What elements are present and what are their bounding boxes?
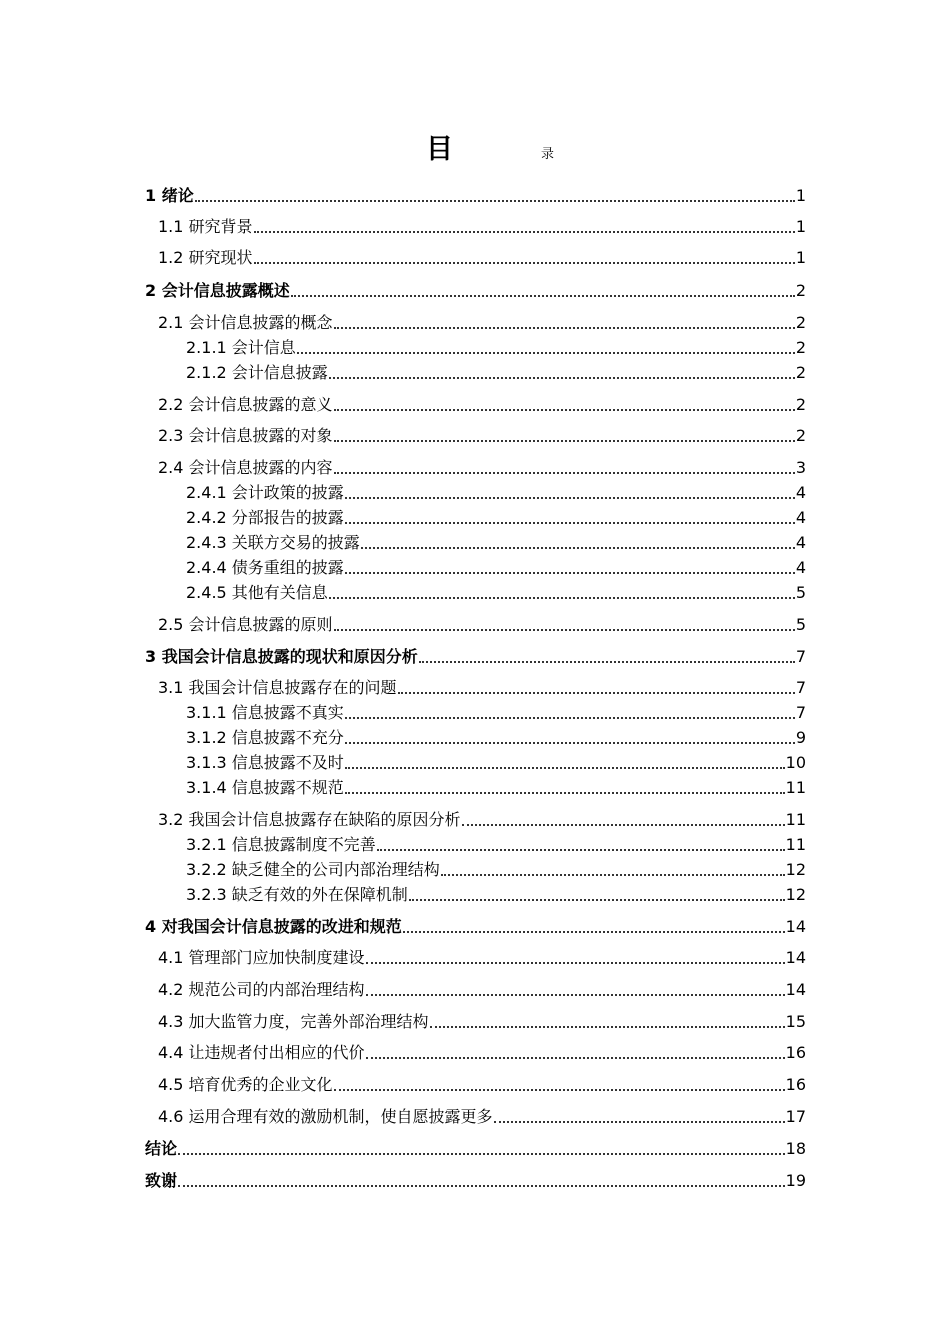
toc-entry-title: 3.1.2 信息披露不充分: [186, 728, 344, 747]
toc-leader-dots: [419, 661, 795, 663]
toc-entry[interactable]: [186, 504, 806, 528]
toc-leader-dots: [178, 1153, 785, 1155]
toc-entry[interactable]: [145, 1135, 806, 1159]
toc-entry-title: 2.2 会计信息披露的意义: [158, 395, 333, 414]
toc-entry-title: 2 会计信息披露概述: [145, 281, 290, 300]
toc-leader-dots: [462, 824, 785, 826]
toc-entry-page: 19: [785, 1171, 806, 1190]
toc-leader-dots: [366, 962, 785, 964]
toc-entry[interactable]: [186, 479, 806, 503]
toc-entry-title: 致谢: [145, 1171, 178, 1190]
toc-entry-page: 5: [795, 615, 806, 634]
toc-entry-title: 2.4 会计信息披露的内容: [158, 458, 333, 477]
toc-entry[interactable]: [158, 391, 806, 415]
toc-entry-title: 3.1.1 信息披露不真实: [186, 703, 344, 722]
toc-entry-page: 9: [795, 728, 806, 747]
toc-entry-title: 3.2.2 缺乏健全的公司内部治理结构: [186, 860, 440, 879]
toc-entry-page: 12: [785, 860, 806, 879]
toc-leader-dots: [334, 1089, 785, 1091]
toc-entry[interactable]: [186, 554, 806, 578]
toc-entry-page: 11: [785, 778, 806, 797]
toc-entry-title: 2.1.1 会计信息: [186, 338, 296, 357]
toc-entry[interactable]: [158, 611, 806, 635]
toc-entry-page: 10: [785, 753, 806, 772]
toc-leader-dots: [403, 931, 785, 933]
toc-entry-page: 7: [795, 647, 806, 666]
toc-entry[interactable]: [158, 944, 806, 968]
toc-entry-page: 1: [795, 186, 806, 205]
toc-entry[interactable]: [158, 309, 806, 333]
toc-entry-page: 5: [795, 583, 806, 602]
toc-entry-title: 4.4 让违规者付出相应的代价: [158, 1043, 365, 1062]
toc-leader-dots: [334, 409, 795, 411]
toc-entry-page: 4: [795, 508, 806, 527]
toc-entry-title: 2.4.2 分部报告的披露: [186, 508, 344, 527]
toc-leader-dots: [430, 1026, 785, 1028]
toc-entry-title: 1.1 研究背景: [158, 217, 253, 236]
toc-entry-title: 2.3 会计信息披露的对象: [158, 426, 333, 445]
toc-entry-page: 7: [795, 678, 806, 697]
toc-leader-dots: [345, 572, 795, 574]
toc-leader-dots: [409, 899, 785, 901]
toc-entry[interactable]: [158, 806, 806, 830]
toc-leader-dots: [195, 200, 795, 202]
toc-entry-title: 4.3 加大监管力度，完善外部治理结构: [158, 1012, 429, 1031]
toc-entry[interactable]: [186, 881, 806, 905]
toc-entry[interactable]: [186, 774, 806, 798]
toc-entry[interactable]: [186, 359, 806, 383]
toc-entry[interactable]: [186, 529, 806, 553]
toc-leader-dots: [334, 327, 795, 329]
toc-leader-dots: [361, 547, 795, 549]
toc-entry-page: 1: [795, 217, 806, 236]
toc-entry[interactable]: [158, 1008, 806, 1032]
toc-leader-dots: [254, 262, 795, 264]
toc-leader-dots: [366, 994, 785, 996]
toc-entry-page: 11: [785, 835, 806, 854]
toc-leader-dots: [345, 522, 795, 524]
toc-entry-page: 16: [785, 1075, 806, 1094]
toc-entry-title: 2.1.2 会计信息披露: [186, 363, 328, 382]
toc-entry[interactable]: [145, 643, 806, 667]
toc-entry-title: 4.5 培育优秀的企业文化: [158, 1075, 333, 1094]
toc-entry-page: 11: [785, 810, 806, 829]
toc-leader-dots: [334, 472, 795, 474]
toc-leader-dots: [297, 352, 795, 354]
toc-entry-title: 1.2 研究现状: [158, 248, 253, 267]
toc-leader-dots: [377, 849, 785, 851]
toc-entry-title: 4.1 管理部门应加快制度建设: [158, 948, 365, 967]
toc-leader-dots: [334, 629, 795, 631]
toc-entry-title: 3.2.1 信息披露制度不完善: [186, 835, 376, 854]
toc-entry-title: 3.2 我国会计信息披露存在缺陷的原因分析: [158, 810, 461, 829]
toc-entry-title: 3.1 我国会计信息披露存在的问题: [158, 678, 397, 697]
toc-entry[interactable]: [186, 334, 806, 358]
toc-leader-dots: [345, 792, 785, 794]
toc-entry-page: 12: [785, 885, 806, 904]
toc-entry-title: 3.1.3 信息披露不及时: [186, 753, 344, 772]
toc-entry[interactable]: [186, 724, 806, 748]
toc-entry[interactable]: [158, 976, 806, 1000]
toc-entry-page: 16: [785, 1043, 806, 1062]
toc-entry-page: 2: [795, 363, 806, 382]
toc-leader-dots: [329, 377, 795, 379]
toc-entry-page: 14: [785, 917, 806, 936]
toc-title-main: 目: [426, 134, 453, 165]
toc-entry-page: 7: [795, 703, 806, 722]
toc-entry[interactable]: [186, 699, 806, 723]
toc-entry-title: 2.4.4 债务重组的披露: [186, 558, 344, 577]
toc-entry[interactable]: [145, 913, 806, 937]
toc-title-sub: 录: [541, 147, 555, 162]
toc-leader-dots: [329, 597, 795, 599]
toc-leader-dots: [345, 497, 795, 499]
toc-entry-page: 2: [795, 426, 806, 445]
toc-entry-page: 4: [795, 558, 806, 577]
toc-entry[interactable]: [158, 1039, 806, 1063]
toc-leader-dots: [345, 717, 795, 719]
toc-entry-title: 2.5 会计信息披露的原则: [158, 615, 333, 634]
toc-entry-page: 14: [785, 980, 806, 999]
toc-entry-page: 15: [785, 1012, 806, 1031]
toc-entry-page: 2: [795, 313, 806, 332]
toc-leader-dots: [366, 1057, 785, 1059]
toc-entry[interactable]: [158, 1071, 806, 1095]
toc-entry-title: 3 我国会计信息披露的现状和原因分析: [145, 647, 418, 666]
toc-entry-title: 3.2.3 缺乏有效的外在保障机制: [186, 885, 408, 904]
toc-entry[interactable]: [158, 244, 806, 268]
toc-entry-title: 4 对我国会计信息披露的改进和规范: [145, 917, 402, 936]
toc-entry-page: 2: [795, 281, 806, 300]
toc-leader-dots: [494, 1121, 785, 1123]
toc-entry-title: 3.1.4 信息披露不规范: [186, 778, 344, 797]
toc-entry[interactable]: [158, 422, 806, 446]
toc-leader-dots: [334, 440, 795, 442]
toc-entry-title: 4.2 规范公司的内部治理结构: [158, 980, 365, 999]
toc-entry[interactable]: [158, 213, 806, 237]
toc-leader-dots: [254, 231, 795, 233]
toc-leader-dots: [345, 742, 795, 744]
toc-leader-dots: [345, 767, 785, 769]
toc-entry-page: 14: [785, 948, 806, 967]
toc-entry-page: 2: [795, 338, 806, 357]
toc-entry[interactable]: [186, 749, 806, 773]
toc-entry-page: 4: [795, 483, 806, 502]
toc-entry[interactable]: [186, 831, 806, 855]
toc-entry[interactable]: [145, 277, 806, 301]
toc-entry-page: 18: [785, 1139, 806, 1158]
toc-entry[interactable]: [186, 579, 806, 603]
toc-entry[interactable]: [158, 454, 806, 478]
toc-entry[interactable]: [158, 1103, 806, 1127]
toc-entry[interactable]: [145, 1167, 806, 1191]
toc-entry[interactable]: [186, 856, 806, 880]
toc-entry-page: 2: [795, 395, 806, 414]
toc-entry-title: 2.4.5 其他有关信息: [186, 583, 328, 602]
toc-leader-dots: [441, 874, 785, 876]
toc-entry-title: 4.6 运用合理有效的激励机制，使自愿披露更多: [158, 1107, 493, 1126]
toc-entry[interactable]: [145, 182, 806, 206]
toc-entry-page: 17: [785, 1107, 806, 1126]
toc-entry-page: 4: [795, 533, 806, 552]
toc-leader-dots: [291, 295, 795, 297]
toc-leader-dots: [178, 1185, 785, 1187]
toc-leader-dots: [398, 692, 795, 694]
toc-entry-page: 1: [795, 248, 806, 267]
toc-entry-title: 2.4.1 会计政策的披露: [186, 483, 344, 502]
toc-entry[interactable]: [158, 674, 806, 698]
toc-entry-title: 1 绪论: [145, 186, 194, 205]
toc-entry-page: 3: [795, 458, 806, 477]
toc-entry-title: 2.4.3 关联方交易的披露: [186, 533, 360, 552]
toc-entry-title: 结论: [145, 1139, 178, 1158]
toc-entry-title: 2.1 会计信息披露的概念: [158, 313, 333, 332]
